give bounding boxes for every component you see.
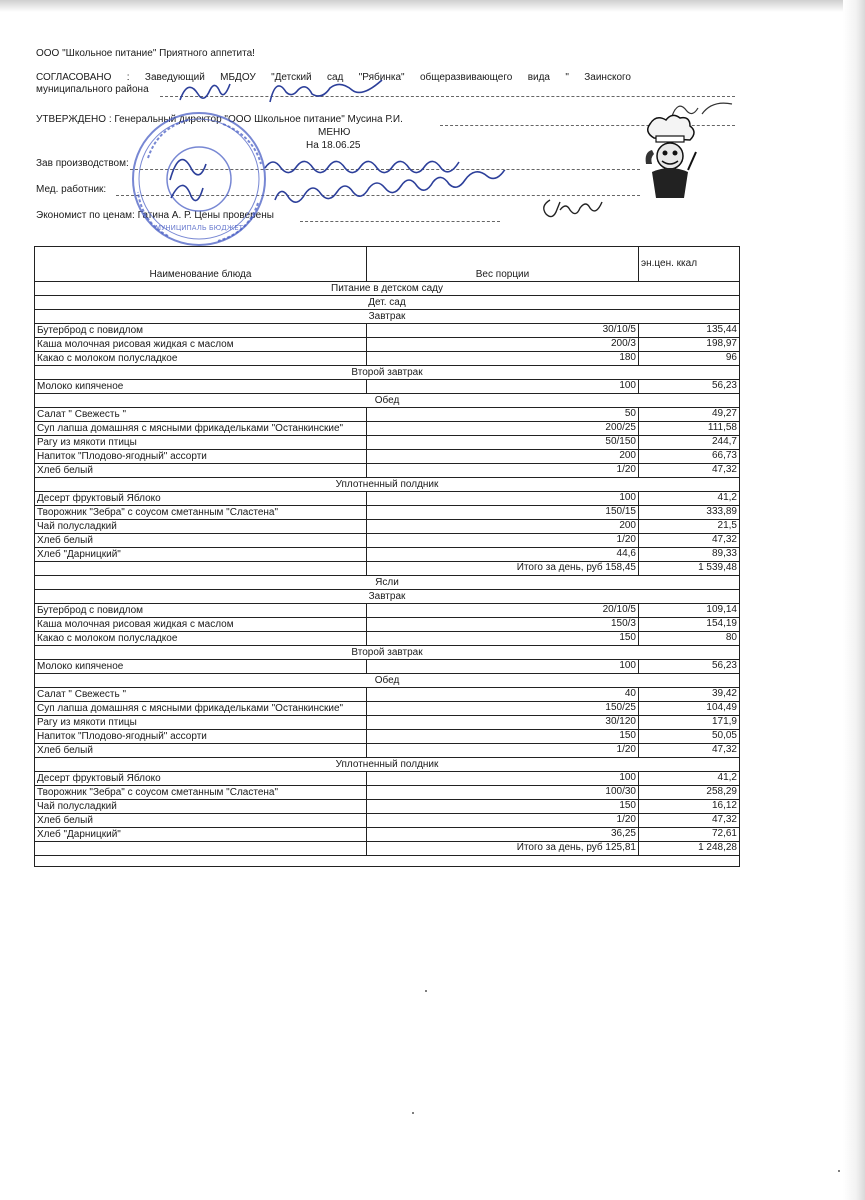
table-row (35, 702, 740, 716)
column-header-weight: Вес порции (367, 247, 639, 282)
menu-table (34, 246, 740, 867)
dish-kcal: 89,33 (639, 548, 740, 562)
dish-weight: 180 (367, 352, 639, 366)
dish-name: Салат " Свежесть " (35, 688, 367, 702)
table-row (35, 730, 740, 744)
dish-name: Хлеб белый (35, 814, 367, 828)
dish-kcal: 47,32 (639, 814, 740, 828)
dish-kcal: 56,23 (639, 660, 740, 674)
dish-name: Суп лапша домашняя с мясными фрикадельками "Останкинские" (35, 422, 367, 436)
chef-logo-icon (640, 114, 700, 204)
dish-kcal: 111,58 (639, 422, 740, 436)
dish-kcal: 21,5 (639, 520, 740, 534)
table-row (35, 408, 740, 422)
table-row (35, 772, 740, 786)
table-row (35, 618, 740, 632)
dish-weight: 1/20 (367, 464, 639, 478)
dish-kcal: 171,9 (639, 716, 740, 730)
dish-weight: 200 (367, 450, 639, 464)
dish-kcal: 56,23 (639, 380, 740, 394)
dish-kcal: 50,05 (639, 730, 740, 744)
dish-name: Хлеб белый (35, 744, 367, 758)
table-row (35, 324, 740, 338)
total-row (35, 562, 740, 576)
dish-kcal: 47,32 (639, 744, 740, 758)
dish-name: Суп лапша домашняя с мясными фрикадельками "Останкинские" (35, 702, 367, 716)
meal-title: Завтрак (35, 590, 740, 604)
table-row (35, 450, 740, 464)
meal-title: Второй завтрак (35, 646, 740, 660)
scan-right-shadow (843, 0, 865, 1200)
dish-name: Каша молочная рисовая жидкая с маслом (35, 618, 367, 632)
dish-name: Десерт фруктовый Яблоко (35, 772, 367, 786)
dish-name: Салат " Свежесть " (35, 408, 367, 422)
meal-row (35, 310, 740, 324)
total-kcal: 1 539,48 (639, 562, 740, 576)
dish-name: Какао с молоком полусладкое (35, 352, 367, 366)
dish-name: Десерт фруктовый Яблоко (35, 492, 367, 506)
dish-kcal: 96 (639, 352, 740, 366)
dish-name: Хлеб "Дарницкий" (35, 548, 367, 562)
spacer-row (35, 856, 740, 867)
dish-kcal: 154,19 (639, 618, 740, 632)
dish-kcal: 80 (639, 632, 740, 646)
dish-weight: 150 (367, 800, 639, 814)
table-row (35, 800, 740, 814)
approved-line-1: СОГЛАСОВАНО : Заведующий МБДОУ "Детский сад "Рябинка" общеразвивающего вида " Заинского (36, 72, 631, 83)
meal-row (35, 590, 740, 604)
table-header-row (35, 247, 740, 282)
economist-line: Экономист по ценам: Гатина А. Р. Цены проверены (36, 210, 274, 221)
table-row (35, 604, 740, 618)
meal-title: Завтрак (35, 310, 740, 324)
table-row (35, 814, 740, 828)
dish-name: Бутерброд с повидлом (35, 604, 367, 618)
dish-kcal: 66,73 (639, 450, 740, 464)
dish-kcal: 104,49 (639, 702, 740, 716)
dish-weight: 200/3 (367, 338, 639, 352)
meal-row (35, 758, 740, 772)
section-row (35, 282, 740, 296)
group-title: Ясли (35, 576, 740, 590)
scan-speck (838, 1170, 840, 1172)
group-row (35, 576, 740, 590)
dish-name: Хлеб белый (35, 464, 367, 478)
column-header-name: Наименование блюда (35, 247, 367, 282)
dish-name: Чай полусладкий (35, 800, 367, 814)
dish-kcal: 16,12 (639, 800, 740, 814)
meal-row (35, 366, 740, 380)
table-row (35, 744, 740, 758)
dish-weight: 200 (367, 520, 639, 534)
meal-title: Второй завтрак (35, 366, 740, 380)
dish-kcal: 41,2 (639, 492, 740, 506)
dish-weight: 30/120 (367, 716, 639, 730)
dish-weight: 100 (367, 660, 639, 674)
dish-name: Рагу из мякоти птицы (35, 436, 367, 450)
meal-row (35, 674, 740, 688)
approved-line-2: муниципального района (36, 84, 149, 95)
economist-line-dots (300, 221, 500, 222)
table-row (35, 534, 740, 548)
section-title: Питание в детском саду (35, 282, 740, 296)
dish-name: Чай полусладкий (35, 520, 367, 534)
dish-weight: 50 (367, 408, 639, 422)
dish-weight: 1/20 (367, 814, 639, 828)
dish-kcal: 41,2 (639, 772, 740, 786)
dish-weight: 150/3 (367, 618, 639, 632)
dish-kcal: 39,42 (639, 688, 740, 702)
group-row (35, 296, 740, 310)
dish-weight: 150 (367, 632, 639, 646)
dish-name: Какао с молоком полусладкое (35, 632, 367, 646)
dish-name: Бутерброд с повидлом (35, 324, 367, 338)
dish-name: Рагу из мякоти птицы (35, 716, 367, 730)
table-row (35, 380, 740, 394)
dish-kcal: 72,61 (639, 828, 740, 842)
dish-kcal: 333,89 (639, 506, 740, 520)
dish-kcal: 49,27 (639, 408, 740, 422)
total-row (35, 842, 740, 856)
table-row (35, 506, 740, 520)
signature-icon (165, 170, 555, 216)
dish-weight: 150/15 (367, 506, 639, 520)
signature-icon (540, 194, 610, 222)
table-row (35, 786, 740, 800)
dish-name: Молоко кипяченое (35, 380, 367, 394)
table-row (35, 464, 740, 478)
meal-title: Обед (35, 394, 740, 408)
table-row (35, 520, 740, 534)
dish-name: Каша молочная рисовая жидкая с маслом (35, 338, 367, 352)
dish-name: Напиток "Плодово-ягодный" ассорти (35, 450, 367, 464)
dish-name: Творожник "Зебра" с соусом сметанным "Сластена" (35, 506, 367, 520)
dish-weight: 150/25 (367, 702, 639, 716)
dish-weight: 100 (367, 380, 639, 394)
dish-kcal: 244,7 (639, 436, 740, 450)
table-row (35, 828, 740, 842)
table-row (35, 352, 740, 366)
confirmed-line: УТВЕРЖДЕНО : Генеральный директор "ООО Школьное питание" Мусина Р.И. (36, 114, 403, 125)
dish-weight: 1/20 (367, 744, 639, 758)
dish-name: Молоко кипяченое (35, 660, 367, 674)
dish-kcal: 198,97 (639, 338, 740, 352)
spacer-cell (35, 856, 740, 867)
total-label: Итого за день, руб 125,81 (367, 842, 639, 856)
dish-name: Хлеб белый (35, 534, 367, 548)
dish-name: Хлеб "Дарницкий" (35, 828, 367, 842)
group-title: Дет. сад (35, 296, 740, 310)
dish-name: Напиток "Плодово-ягодный" ассорти (35, 730, 367, 744)
meal-row (35, 646, 740, 660)
dish-weight: 30/10/5 (367, 324, 639, 338)
dish-weight: 100 (367, 772, 639, 786)
table-row (35, 632, 740, 646)
total-spacer (35, 842, 367, 856)
dish-kcal: 47,32 (639, 534, 740, 548)
total-label: Итого за день, руб 158,45 (367, 562, 639, 576)
dish-kcal: 47,32 (639, 464, 740, 478)
total-spacer (35, 562, 367, 576)
table-row (35, 436, 740, 450)
table-row (35, 492, 740, 506)
table-row (35, 660, 740, 674)
dish-weight: 40 (367, 688, 639, 702)
dish-name: Творожник "Зебра" с соусом сметанным "Сластена" (35, 786, 367, 800)
scan-speck (412, 1112, 414, 1114)
dish-kcal: 109,14 (639, 604, 740, 618)
dish-weight: 20/10/5 (367, 604, 639, 618)
total-kcal: 1 248,28 (639, 842, 740, 856)
signature-icon (170, 70, 430, 114)
dish-weight: 44,6 (367, 548, 639, 562)
company-line: ООО "Школьное питание" Приятного аппетита! (36, 48, 255, 59)
dish-weight: 1/20 (367, 534, 639, 548)
table-row (35, 688, 740, 702)
stamp-text: МУНИЦИПАЛЬ БЮДЖЕТ (155, 224, 243, 232)
dish-weight: 100 (367, 492, 639, 506)
table-row (35, 716, 740, 730)
medic-label: Мед. работник: (36, 184, 107, 195)
dish-weight: 200/25 (367, 422, 639, 436)
meal-title: Уплотненный полдник (35, 478, 740, 492)
scan-top-shadow (0, 0, 865, 12)
menu-title: МЕНЮ (318, 127, 351, 138)
dish-weight: 36,25 (367, 828, 639, 842)
table-row (35, 422, 740, 436)
scan-speck (425, 990, 427, 992)
dish-kcal: 258,29 (639, 786, 740, 800)
meal-title: Обед (35, 674, 740, 688)
meal-row (35, 394, 740, 408)
menu-date: На 18.06.25 (306, 140, 361, 151)
dish-kcal: 135,44 (639, 324, 740, 338)
production-head-label: Зав производством: (36, 158, 129, 169)
table-row (35, 338, 740, 352)
meal-row (35, 478, 740, 492)
dish-weight: 150 (367, 730, 639, 744)
meal-title: Уплотненный полдник (35, 758, 740, 772)
dish-weight: 50/150 (367, 436, 639, 450)
table-row (35, 548, 740, 562)
column-header-kcal: эн.цен. ккал (639, 247, 740, 282)
dish-weight: 100/30 (367, 786, 639, 800)
